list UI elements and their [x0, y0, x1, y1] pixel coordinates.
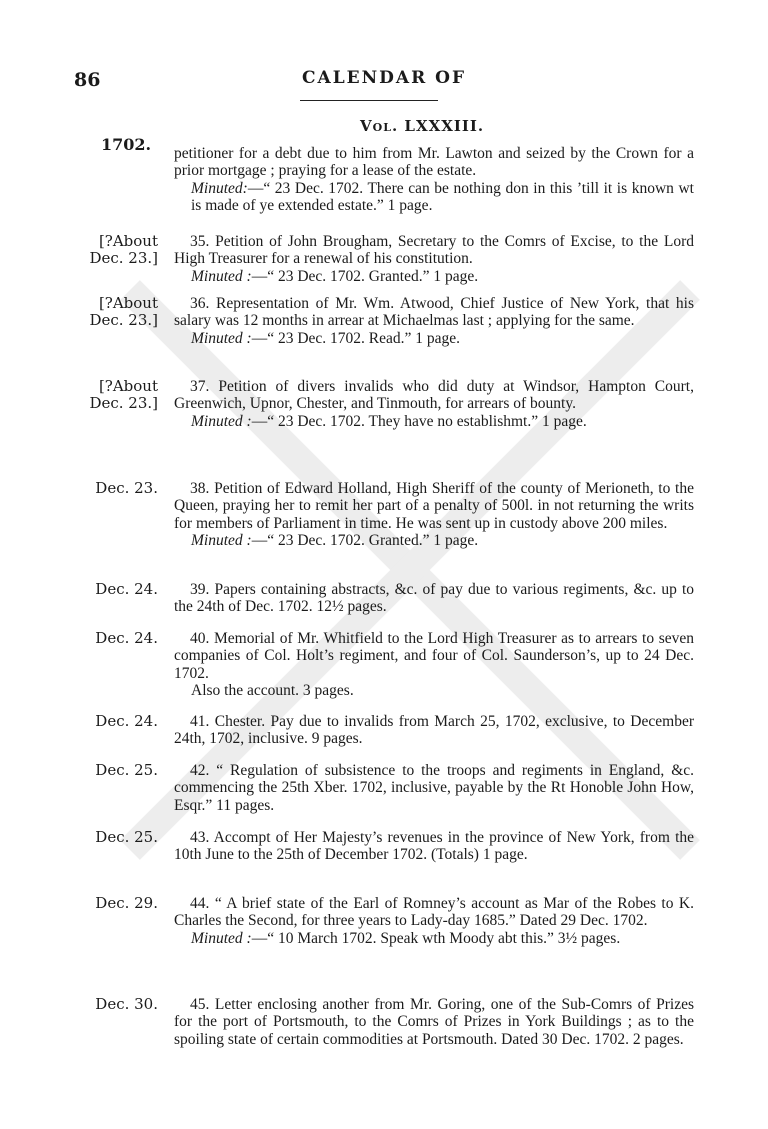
entry-date: [?About Dec. 23.] — [89, 232, 158, 267]
minute-label: Minuted : — [191, 412, 252, 430]
minute-text: —“ 23 Dec. 1702. Granted.” 1 page. — [251, 267, 479, 285]
minute-label: Minuted : — [191, 267, 252, 285]
minute-text: —“ 10 March 1702. Speak wth Moody abt this.” 3½ pages. — [251, 929, 621, 947]
minute-text: —“ 23 Dec. 1702. Read.” 1 page. — [251, 329, 461, 347]
entry-text: 35. Petition of John Brougham, Secretary to the Comrs of Excise, to the Lord High Treasurer for a renewal of his constitution. — [174, 233, 694, 268]
entry-date: Dec. 25. — [95, 761, 158, 779]
minute-label: Minuted : — [191, 329, 252, 347]
entry-date: [?About Dec. 23.] — [89, 377, 158, 412]
entry-date: Dec. 24. — [95, 629, 158, 647]
entry-text: 39. Papers containing abstracts, &c. of pay due to various regiments, &c. up to the 24th of Dec. 1702. 12½ pages. — [174, 581, 694, 616]
minute-text: —“ 23 Dec. 1702. There can be nothing don in this ’till it is known wt is made of ye extended estate.” 1 page. — [191, 179, 694, 215]
entry-date: Dec. 30. — [95, 995, 158, 1013]
minute-text: —“ 23 Dec. 1702. Granted.” 1 page. — [251, 532, 479, 550]
entry-text: 40. Memorial of Mr. Whitfield to the Lord High Treasurer as to arrears to seven companies of Col. Holt’s regiment, and four of Col. Saunderson’s, up to 24 Dec. 1702. — [174, 630, 694, 682]
entry-text: petitioner for a debt due to him from Mr. Lawton and seized by the Crown for a prior mortgage ; praying for a lease of the estate. — [174, 145, 694, 180]
entry-date: Dec. 25. — [95, 828, 158, 846]
entry-text: 44. “ A brief state of the Earl of Romney’s account as Mar of the Robes to K. Charles the Second, for three years to Lady-day 1685.” Dated 29 Dec. 1702. — [174, 895, 694, 930]
running-title: CALENDAR OF — [301, 68, 467, 88]
header-rule — [300, 100, 438, 101]
minute-label: Minuted: — [191, 179, 248, 197]
entry-text: 38. Petition of Edward Holland, High Sheriff of the county of Merioneth, to the Queen, praying her to remit her part of a penalty of 500l. in not returning the writs for members of Parliament in time. He was sent up in custody above 200 miles. — [174, 480, 694, 532]
page-number: 86 — [74, 69, 101, 91]
entry-date: [?About Dec. 23.] — [89, 294, 158, 329]
minute-text: —“ 23 Dec. 1702. They have no establishmt.” 1 page. — [251, 412, 587, 430]
entry-date: Dec. 23. — [95, 479, 158, 497]
minute-label: Minuted : — [191, 532, 252, 550]
entry-date: Dec. 29. — [95, 894, 158, 912]
minute-label: Minuted : — [191, 929, 252, 947]
minute-text: Also the account. 3 pages. — [191, 682, 354, 700]
entry-text: 43. Accompt of Her Majesty’s revenues in the province of New York, from the 10th June to the 25th of December 1702. (Totals) 1 page. — [174, 829, 694, 864]
year-label: 1702. — [101, 135, 152, 154]
entry-date: Dec. 24. — [95, 712, 158, 730]
volume-heading: Vol. LXXXIII. — [360, 117, 485, 135]
entry-text: 42. “ Regulation of subsistence to the troops and regiments in England, &c. commencing the 25th Xber. 1702, inclusive, payable by the Rt Honoble John How, Esqr.” 11 pages. — [174, 762, 694, 814]
entry-text: 37. Petition of divers invalids who did duty at Windsor, Hampton Court, Greenwich, Upnor, Chester, and Tinmouth, for arrears of bounty. — [174, 378, 694, 413]
entry-text: 45. Letter enclosing another from Mr. Goring, one of the Sub-Comrs of Prizes for the port of Portsmouth, to the Comrs of Prizes in York Buildings ; as to the spoiling state of certain commodities at Portsmouth. Dated 30 Dec. 1702. 2 pages. — [174, 996, 694, 1048]
entry-text: 36. Representation of Mr. Wm. Atwood, Chief Justice of New York, that his salary was 12 months in arrear at Michaelmas last ; applying for the same. — [174, 295, 694, 330]
entry-date: Dec. 24. — [95, 580, 158, 598]
entry-text: 41. Chester. Pay due to invalids from March 25, 1702, exclusive, to December 24th, 1702, inclusive. 9 pages. — [174, 713, 694, 748]
